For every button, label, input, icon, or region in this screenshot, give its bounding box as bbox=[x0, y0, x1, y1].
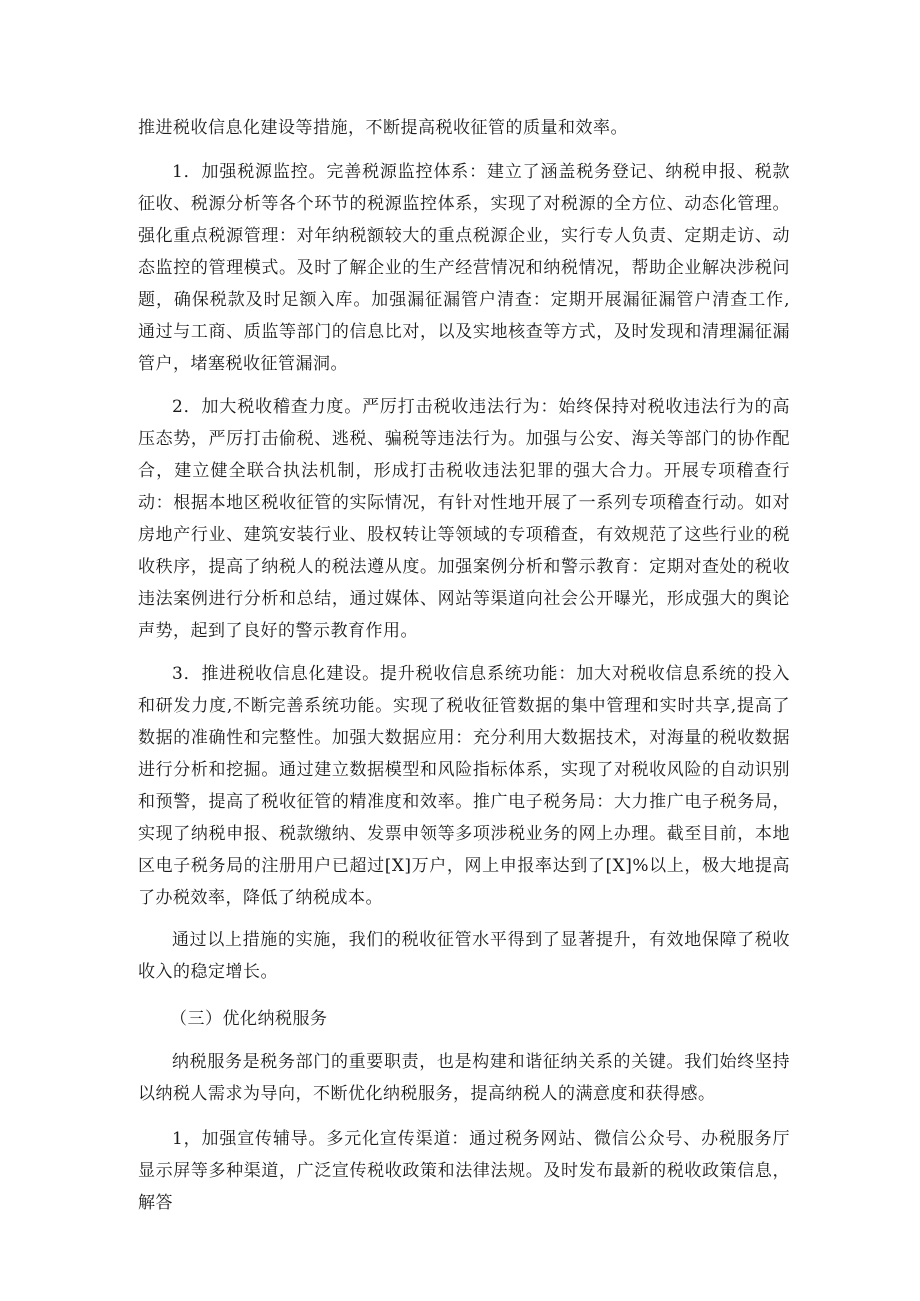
paragraph-publicity-guidance: 1，加强宣传辅导。多元化宣传渠道：通过税务网站、微信公众号、办税服务厅显示屏等多种渠道，广泛宣传税收政策和法律法规。及时发布最新的税收政策信息，解答 bbox=[138, 1129, 790, 1213]
paragraph-tax-inspection: 2．加大税收稽查力度。严厉打击税收违法行为：始终保持对税收违法行为的高压态势，严厉打击偷税、逃税、骗税等违法行为。加强与公安、海关等部门的协作配合，建立健全联合执法机制，形成打击税收违法犯罪的强大合力。开展专项稽查行动：根据本地区税收征管的实际情况，有针对性地开展了一系列专项稽查行动。如对房地产行业、建筑安装行业、股权转让等领域的专项稽查，有效规范了这些行业的税收秩序，提高了纳税人的税法遵从度。加强案例分析和警示教育：定期对查处的税收违法案例进行分析和总结，通过媒体、网站等渠道向社会公开曝光，形成强大的舆论声势，起到了良好的警示教育作用。 bbox=[138, 397, 790, 641]
section-heading-optimize-service: （三）优化纳税服务 bbox=[170, 1009, 328, 1029]
paragraph-service-intro: 纳税服务是税务部门的重要职责，也是构建和谐征纳关系的关键。我们始终坚持以纳税人需求为导向，不断优化纳税服务，提高纳税人的满意度和获得感。 bbox=[138, 1052, 790, 1104]
paragraph-tax-source-monitoring: 1．加强税源监控。完善税源监控体系：建立了涵盖税务登记、纳税申报、税款征收、税源分析等各个环节的税源监控体系，实现了对税源的全方位、动态化管理。强化重点税源管理：对年纳税额较大的重点税源企业，实行专人负责、定期走访、动态监控的管理模式。及时了解企业的生产经营情况和纳税情况，帮助企业解决涉税问题，确保税款及时足额入库。加强漏征漏管户清查：定期开展漏征漏管户清查工作,通过与工商、质监等部门的信息比对，以及实地核查等方式，及时发现和清理漏征漏管户，堵塞税收征管漏洞。 bbox=[138, 162, 790, 374]
paragraph-tax-informatization: 3．推进税收信息化建设。提升税收信息系统功能：加大对税收信息系统的投入和研发力度,不断完善系统功能。实现了税收征管数据的集中管理和实时共享,提高了数据的准确性和完整性。加强大数据应用：充分利用大数据技术，对海量的税收数据进行分析和挖掘。通过建立数据模型和风险指标体系，实现了对税收风险的自动识别和预警，提高了税收征管的精准度和效率。推广电子税务局：大力推广电子税务局，实现了纳税申报、税款缴纳、发票申领等多项涉税业务的网上办理。截至目前，本地区电子税务局的注册用户已超过[X]万户，网上申报率达到了[X]%以上，极大地提高了办税效率，降低了纳税成本。 bbox=[138, 664, 790, 908]
paragraph-intro-tail: 推进税收信息化建设等措施，不断提高税收征管的质量和效率。 bbox=[138, 118, 628, 138]
paragraph-summary: 通过以上措施的实施，我们的税收征管水平得到了显著提升，有效地保障了税收收入的稳定增长。 bbox=[138, 930, 790, 982]
